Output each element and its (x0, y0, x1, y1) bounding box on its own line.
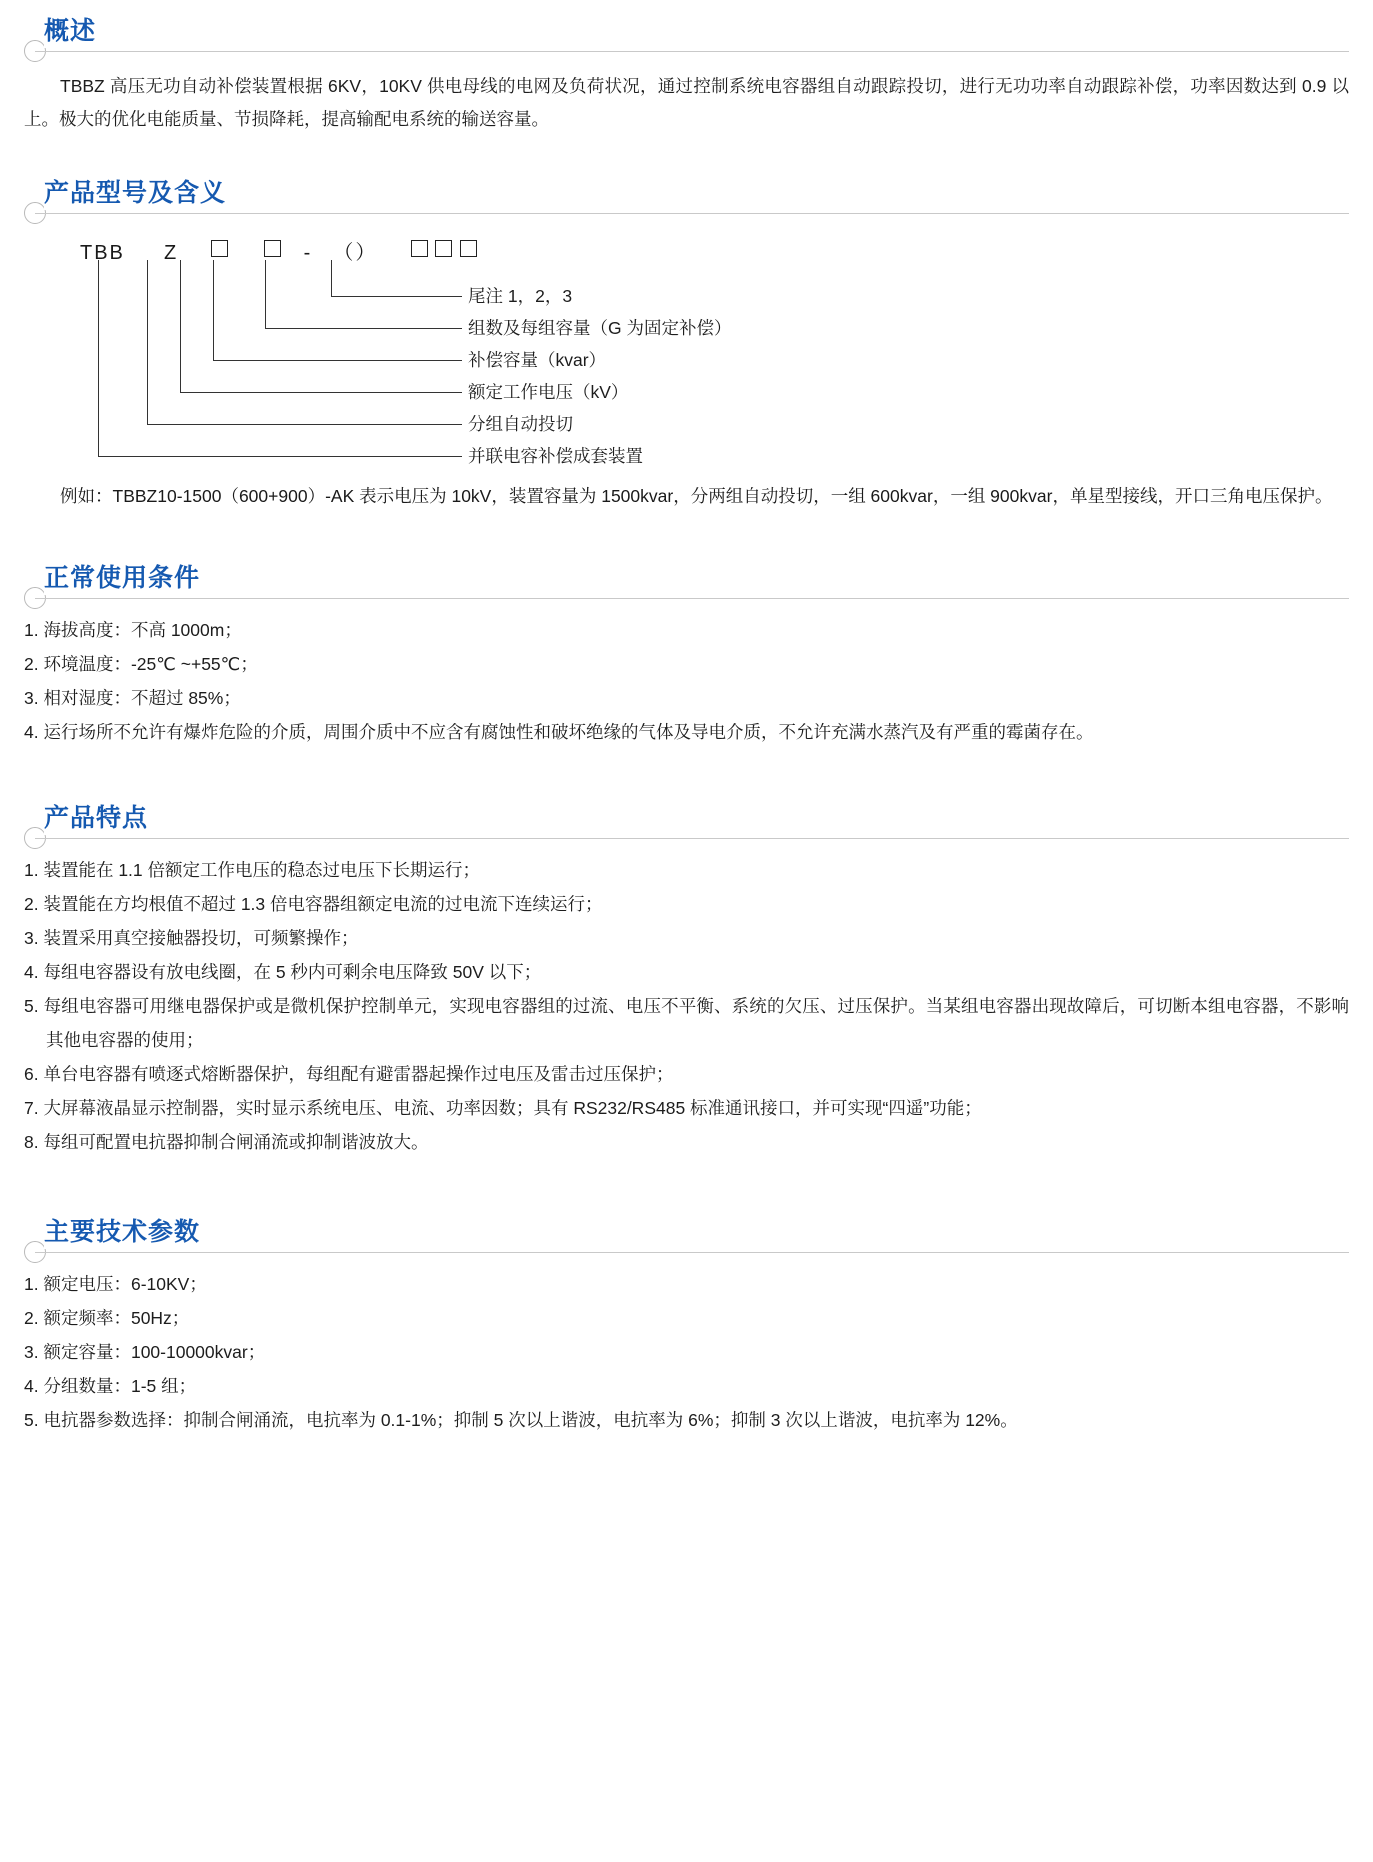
list-item: 5. 电抗器参数选择：抑制合闸涌流，电抗率为 0.1-1%；抑制 5 次以上谐波，电抗率为 6%；抑制 3 次以上谐波，电抗率为 12%。 (24, 1410, 1018, 1430)
list-item: 1. 装置能在 1.1 倍额定工作电压的稳态过电压下长期运行； (24, 860, 481, 880)
section-features (24, 801, 1349, 1159)
specs-list (24, 1267, 1349, 1437)
section-conditions (24, 561, 1349, 749)
section-divider (35, 598, 1349, 599)
section-header (24, 561, 1349, 607)
list-item: 3. 相对湿度：不超过 85%； (24, 688, 241, 708)
code-box-voltage (211, 240, 228, 257)
section-model (24, 176, 1349, 513)
conditions-list (24, 613, 1349, 749)
callout-label-2: 组数及每组容量（G 为固定补偿） (468, 318, 732, 338)
code-token-dash: - (303, 242, 313, 264)
section-title: 主要技术参数 (44, 1215, 212, 1249)
code-box-suffix-1 (411, 240, 428, 257)
section-divider (35, 838, 1349, 839)
section-specs (24, 1215, 1349, 1437)
callout-label-5: 分组自动投切 (468, 414, 573, 434)
document-page (0, 14, 1373, 1862)
callout-label-3: 补偿容量（kvar） (468, 350, 607, 370)
section-title: 产品特点 (44, 801, 160, 835)
section-divider (35, 213, 1349, 214)
list-item: 1. 海拔高度：不高 1000m； (24, 620, 242, 640)
list-item: 3. 额定容量：100-10000kvar； (24, 1342, 266, 1362)
section-overview (24, 14, 1349, 136)
section-divider (35, 51, 1349, 52)
leader-line-6 (98, 260, 462, 457)
section-header (24, 176, 1349, 222)
list-item: 4. 分组数量：1-5 组； (24, 1376, 197, 1396)
list-item: 2. 装置能在方均根值不超过 1.3 倍电容器组额定电流的过电流下连续运行； (24, 894, 603, 914)
section-header (24, 14, 1349, 60)
section-header (24, 801, 1349, 847)
code-token-paren: （） (333, 242, 378, 264)
features-list (24, 853, 1349, 1159)
model-code-diagram (50, 236, 1349, 476)
code-token-tbb: TBB (80, 242, 125, 264)
code-token-z: Z (164, 242, 179, 264)
list-item: 2. 额定频率：50Hz； (24, 1308, 190, 1328)
code-box-suffix-2 (435, 240, 452, 257)
overview-paragraph: TBBZ 高压无功自动补偿装置根据 6KV，10KV 供电母线的电网及负荷状况，通过控制系统电容器组自动跟踪投切，进行无功功率自动跟踪补偿，功率因数达到 0.9 以上。极大的优化电能质量、节损降耗，提高输配电系统的输送容量。 (24, 76, 1349, 129)
section-header (24, 1215, 1349, 1261)
list-item: 6. 单台电容器有喷逐式熔断器保护，每组配有避雷器起操作过电压及雷击过压保护； (24, 1064, 674, 1084)
list-item: 4. 运行场所不允许有爆炸危险的介质，周围介质中不应含有腐蚀性和破坏绝缘的气体及导电介质，不允许充满水蒸汽及有严重的霉菌存在。 (24, 722, 1094, 742)
callout-label-4: 额定工作电压（kV） (468, 382, 629, 402)
code-box-suffix-3 (460, 240, 477, 257)
list-item: 4. 每组电容器设有放电线圈，在 5 秒内可剩余电压降致 50V 以下； (24, 962, 542, 982)
callout-label-6: 并联电容补偿成套装置 (468, 446, 643, 466)
list-item: 5. 每组电容器可用继电器保护或是微机保护控制单元，实现电容器组的过流、电压不平衡、系统的欠压、过压保护。当某组电容器出现故障后，可切断本组电容器，不影响其他电容器的使用； (24, 996, 1349, 1050)
section-title: 产品型号及含义 (44, 176, 238, 210)
list-item: 7. 大屏幕液晶显示控制器，实时显示系统电压、电流、功率因数；具有 RS232/RS485 标准通讯接口，并可实现“四遥”功能； (24, 1098, 982, 1118)
model-example-note: 例如：TBBZ10-1500（600+900）-AK 表示电压为 10kV，装置容量为 1500kvar，分两组自动投切，一组 600kvar，一组 900kvar，单星型接线，开口三角电压保护。 (60, 486, 1333, 506)
section-title: 正常使用条件 (44, 561, 212, 595)
list-item: 8. 每组可配置电抗器抑制合闸涌流或抑制谐波放大。 (24, 1132, 429, 1152)
list-item: 2. 环境温度：-25℃ ~+55℃； (24, 654, 258, 674)
list-item: 1. 额定电压：6-10KV； (24, 1274, 207, 1294)
section-divider (35, 1252, 1349, 1253)
section-title: 概述 (44, 14, 108, 48)
callout-label-1: 尾注 1，2，3 (468, 286, 573, 306)
code-box-capacity (264, 240, 281, 257)
list-item: 3. 装置采用真空接触器投切，可频繁操作； (24, 928, 359, 948)
